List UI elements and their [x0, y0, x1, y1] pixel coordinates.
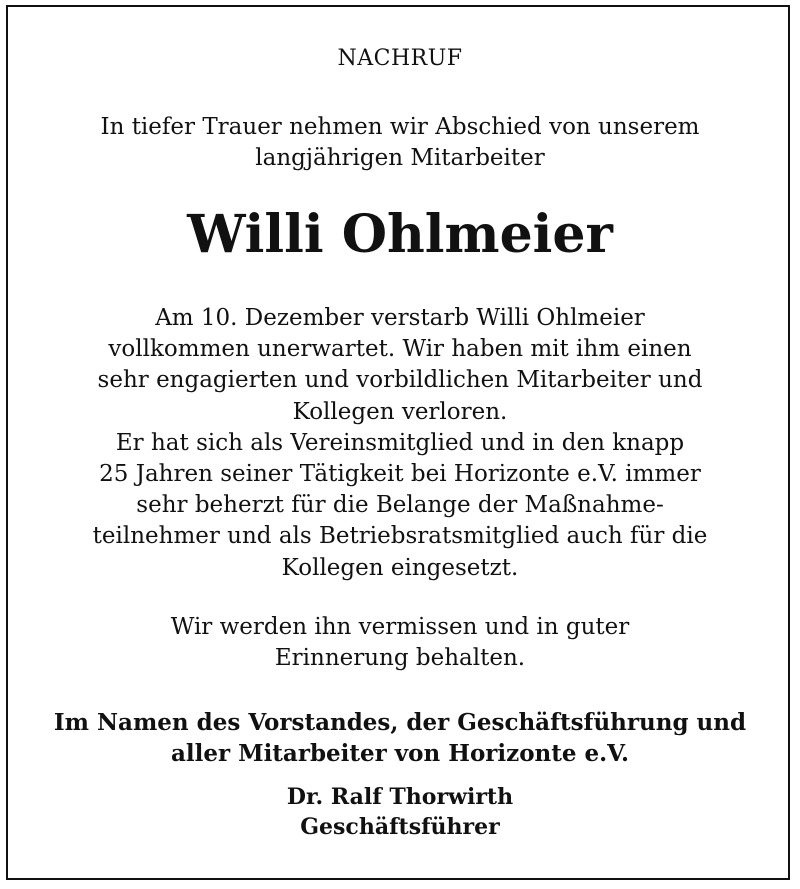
- closing-paragraph: [0, 612, 800, 674]
- body-line: 25 Jahren seiner Tätigkeit bei Horizonte e.V. immer: [99, 461, 701, 488]
- signature-line: aller Mitarbeiter von Horizonte e.V.: [170, 740, 630, 767]
- signer-block: [0, 782, 800, 842]
- closing-line: Erinnerung behalten.: [274, 645, 526, 671]
- signature-line: Im Namen des Vorstandes, der Geschäftsführung und: [53, 709, 747, 736]
- deceased-name: Willi Ohlmeier: [187, 204, 613, 265]
- body-line: sehr engagierten und vorbildlichen Mitarbeiter und: [97, 367, 703, 394]
- body-line: vollkommen unerwartet. Wir haben mit ihm einen: [108, 336, 692, 363]
- body-line: Kollegen verloren.: [292, 398, 508, 425]
- body-line: sehr beherzt für die Belange der Maßnahme-: [136, 492, 664, 519]
- body-line: teilnehmer und als Betriebsratsmitglied auch für die: [92, 523, 708, 550]
- body-paragraph: [0, 303, 800, 584]
- intro-line: langjährigen Mitarbeiter: [255, 145, 545, 171]
- intro-line: In tiefer Trauer nehmen wir Abschied von unserem: [100, 114, 700, 140]
- signer-title: Geschäftsführer: [300, 814, 500, 840]
- intro-paragraph: [0, 112, 800, 174]
- notice-heading: NACHRUF: [337, 46, 463, 71]
- body-line: Am 10. Dezember verstarb Willi Ohlmeier: [155, 305, 645, 331]
- closing-line: Wir werden ihn vermissen und in guter: [170, 614, 630, 640]
- body-line: Er hat sich als Vereinsmitglied und in den knapp: [115, 429, 685, 456]
- body-line: Kollegen eingesetzt.: [281, 554, 519, 581]
- signature-block: [0, 707, 800, 769]
- signer-name: Dr. Ralf Thorwirth: [286, 784, 514, 810]
